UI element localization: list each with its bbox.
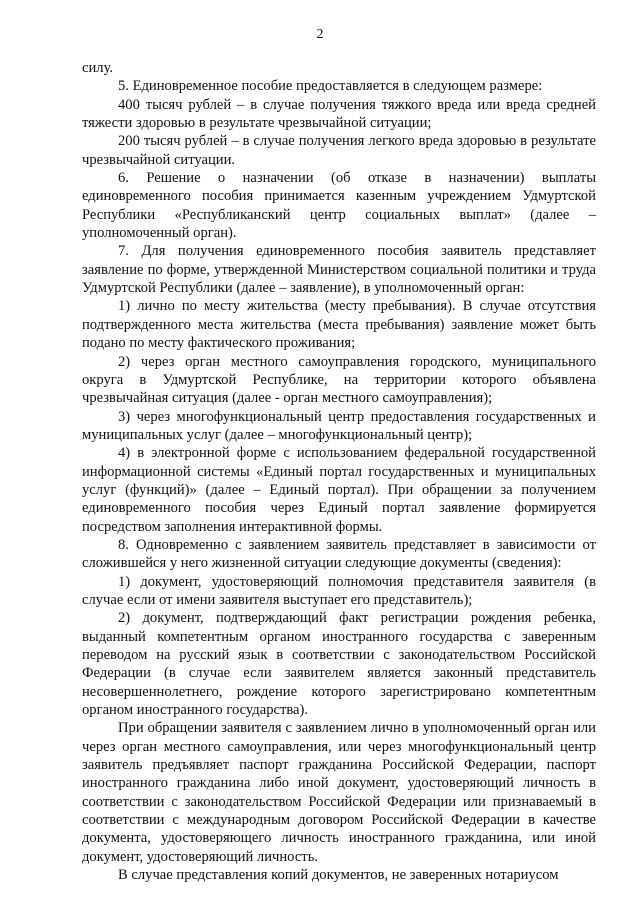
- paragraph-5: 5. Единовременное пособие предоставляется в следующем размере:: [118, 78, 543, 95]
- paragraph-7-item-3: 3) через многофункциональный центр предоставления государственных и муниципальных услуг (далее – многофункциональный центр);: [82, 408, 596, 443]
- paragraph-8-item-1: 1) документ, удостоверяющий полномочия представителя заявителя (в случае если от имени заявителя выступает его представитель);: [82, 573, 596, 608]
- document-body: [82, 59, 596, 884]
- paragraph-7-item-4: 4) в электронной форме с использованием федеральной государственной информационной системы «Единый портал государственных и муниципальных услуг (функций)» (далее – Единый портал). При обращении за получением единовременного пособия через Единый портал заявление формируется посредством заполнения интерактивной формы.: [82, 445, 596, 535]
- paragraph-5-amount-200: 200 тысяч рублей – в случае получения легкого вреда здоровью в результате чрезвычайной ситуации.: [82, 133, 596, 168]
- paragraph-copies: В случае представления копий документов, не заверенных нотариусом: [118, 867, 559, 884]
- paragraph-8: 8. Одновременно с заявлением заявитель представляет в зависимости от сложившейся у него жизненной ситуации следующие документы (сведения):: [82, 536, 596, 572]
- paragraph-identity-documents: При обращении заявителя с заявлением лично в уполномоченный орган или через орган местного самоуправления, или через многофункциональный центр заявитель предъявляет паспорт гражданина Российской Федерации, паспорт иностранного гражданина либо иной документ, удостоверяющий личность в соответствии с законодательством Российской Федерации или признаваемый в соответствии с международным договором Российской Федерации в качестве документа, удостоверяющего личность иностранного гражданина, или иной документ, удостоверяющий личность.: [82, 720, 596, 865]
- paragraph-5-amount-400: 400 тысяч рублей – в случае получения тяжкого вреда или вреда средней тяжести здоровью в результате чрезвычайной ситуации;: [82, 96, 596, 132]
- paragraph-8-item-2: 2) документ, подтверждающий факт регистрации рождения ребенка, выданный компетентным органом иностранного государства с заверенным переводом на русский язык в соответствии с законодательством Российской Федерации (в случае если заявителем является законный представитель несовершеннолетнего, рождение которого зарегистрировано компетентным органом иностранного государства).: [82, 610, 596, 719]
- paragraph-6: 6. Решение о назначении (об отказе в назначении) выплаты единовременного пособия принимается казенным учреждением Удмуртской Республики «Республиканский центр социальных выплат» (далее – уполномоченный орган).: [82, 170, 596, 242]
- paragraph-7: 7. Для получения единовременного пособия заявитель представляет заявление по форме, утвержденной Министерством социальной политики и труда Удмуртской Республики (далее – заявление), в уполномоченный орган:: [82, 243, 596, 297]
- paragraph-7-item-2: 2) через орган местного самоуправления городского, муниципального округа в Удмуртской Республике, на территории которого объявлена чрезвычайная ситуация (далее - орган местного самоуправления);: [82, 353, 596, 407]
- paragraph-continuation: силу.: [82, 60, 114, 76]
- page-number: 2: [316, 27, 324, 42]
- paragraph-7-item-1: 1) лично по месту жительства (месту пребывания). В случае отсутствия подтвержденного места жительства (места пребывания) заявление может быть подано по месту фактического проживания;: [82, 298, 596, 352]
